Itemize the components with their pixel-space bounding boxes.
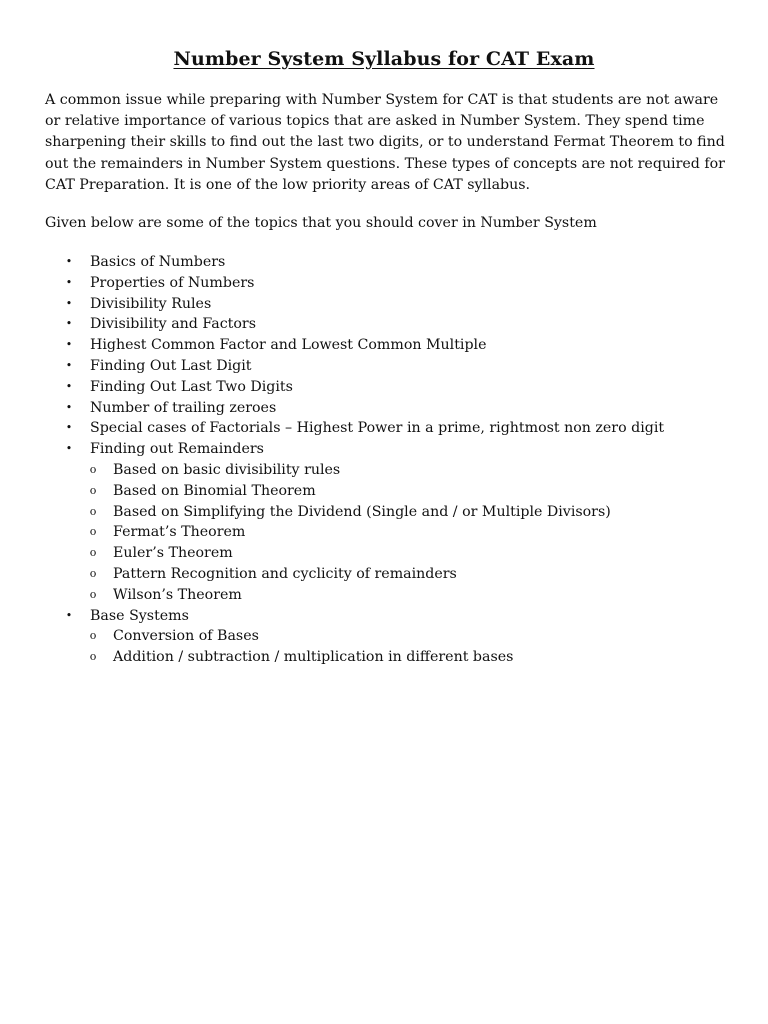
bullet-dot-icon: • [65, 442, 73, 456]
list-item-text: Finding Out Last Two Digits [90, 378, 293, 395]
sub-list-item [62, 564, 742, 585]
bullet-dot-icon: • [65, 608, 73, 622]
list-item [62, 356, 742, 377]
list-item-text: Divisibility and Factors [90, 316, 256, 333]
list-item [62, 439, 742, 460]
bullet-dot-icon: • [65, 338, 73, 352]
sub-list-item-text: Based on Simplifying the Dividend (Single and / or Multiple Divisors) [113, 503, 611, 520]
list-item [62, 606, 742, 627]
sub-list-item-text: Based on Binomial Theorem [113, 482, 316, 499]
bullet-circle-icon: o [89, 483, 97, 497]
sub-list-item [62, 543, 742, 564]
list-item-text: Base Systems [90, 607, 189, 624]
bullet-dot-icon: • [65, 296, 73, 310]
intro-paragraph: A common issue while preparing with Number System for CAT is that students are not aware or relative importance of various topics that are asked in Number System. They spend time sharpening their skills to find out the last two digits, or to understand Fermat Theorem to find out the remainders in Number System questions. These types of concepts are not required for CAT Preparation. It is one of the low priority areas of CAT syllabus. [45, 92, 725, 193]
sub-list-item [62, 647, 742, 668]
sub-list-item [62, 626, 742, 647]
sub-list-item-text: Fermat’s Theorem [113, 524, 246, 541]
list-item-text: Finding out Remainders [90, 441, 264, 458]
sub-list-item [62, 481, 742, 502]
topics-lead-paragraph: Given below are some of the topics that you should cover in Number System [45, 215, 597, 231]
list-item-text: Divisibility Rules [90, 295, 212, 312]
sub-list-item-text: Addition / subtraction / multiplication in different bases [113, 649, 514, 666]
list-item-text: Finding Out Last Digit [90, 357, 252, 374]
bullet-circle-icon: o [89, 650, 97, 664]
sub-list-item-text: Conversion of Bases [113, 628, 259, 645]
list-item [62, 314, 742, 335]
bullet-circle-icon: o [89, 566, 97, 580]
bullet-dot-icon: • [65, 317, 73, 331]
list-item-text: Basics of Numbers [90, 254, 226, 270]
bullet-dot-icon: • [65, 421, 73, 435]
bullet-dot-icon: • [65, 358, 73, 372]
bullet-dot-icon: • [65, 275, 73, 289]
sub-list-item-text: Based on basic divisibility rules [113, 461, 341, 478]
sub-list-item [62, 522, 742, 543]
sub-list-item-text: Wilson’s Theorem [113, 586, 242, 603]
sub-list-item [62, 585, 742, 606]
list-item [62, 398, 742, 419]
bullet-dot-icon: • [65, 255, 73, 268]
page-title: Number System Syllabus for CAT Exam [173, 48, 595, 70]
bullet-circle-icon: o [89, 587, 97, 601]
bullet-circle-icon: o [89, 546, 97, 560]
list-item [62, 294, 742, 315]
bullet-circle-icon: o [89, 525, 97, 539]
list-item [62, 335, 742, 356]
sub-list-item [62, 460, 742, 481]
sub-list-item [62, 502, 742, 523]
list-item-text: Properties of Numbers [90, 274, 255, 291]
list-item [62, 252, 742, 273]
bullet-circle-icon: o [89, 629, 97, 643]
list-item-text: Highest Common Factor and Lowest Common Multiple [90, 337, 487, 354]
bullet-circle-icon: o [89, 504, 97, 518]
topic-list [62, 252, 742, 668]
list-item-text: Number of trailing zeroes [90, 399, 277, 416]
sub-list-item-text: Pattern Recognition and cyclicity of remainders [113, 565, 457, 582]
list-item-text: Special cases of Factorials – Highest Power in a prime, rightmost non zero digit [90, 420, 665, 437]
list-item [62, 418, 742, 439]
sub-list-item-text: Euler’s Theorem [113, 545, 233, 562]
bullet-dot-icon: • [65, 400, 73, 414]
bullet-circle-icon: o [89, 462, 97, 476]
list-item [62, 273, 742, 294]
bullet-dot-icon: • [65, 379, 73, 393]
list-item [62, 377, 742, 398]
